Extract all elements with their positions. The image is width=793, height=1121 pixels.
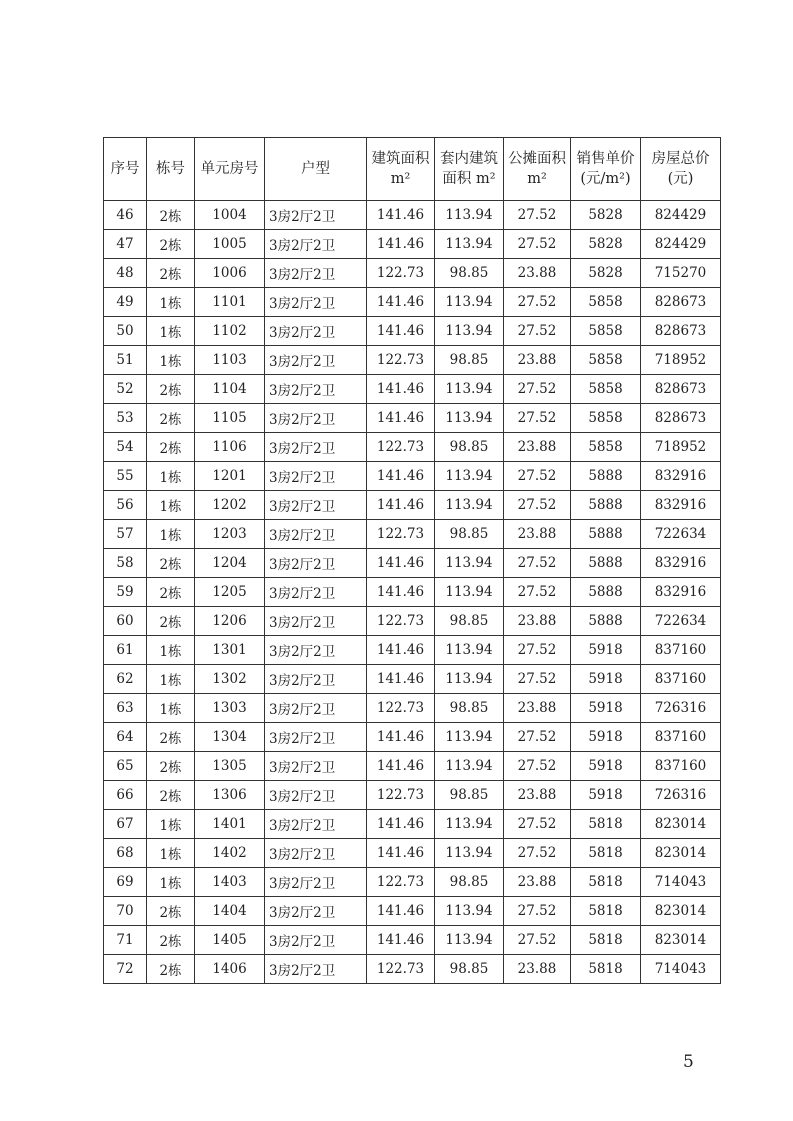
table-cell: 70 [104, 897, 147, 926]
table-cell: 27.52 [504, 462, 571, 491]
table-row [104, 955, 721, 984]
table-cell: 832916 [641, 491, 721, 520]
table-cell: 141.46 [367, 288, 435, 317]
table-row [104, 752, 721, 781]
table-cell: 5918 [571, 665, 641, 694]
table-cell: 59 [104, 578, 147, 607]
table-cell: 113.94 [435, 810, 504, 839]
table-cell: 3房2厅2卫 [265, 259, 367, 288]
table-cell: 5888 [571, 549, 641, 578]
table-cell: 27.52 [504, 549, 571, 578]
table-cell: 1303 [195, 694, 265, 723]
table-row [104, 839, 721, 868]
table-cell: 1401 [195, 810, 265, 839]
table-cell: 141.46 [367, 462, 435, 491]
table-cell: 54 [104, 433, 147, 462]
table-cell: 5888 [571, 520, 641, 549]
table-cell: 718952 [641, 433, 721, 462]
table-cell: 122.73 [367, 607, 435, 636]
table-cell: 113.94 [435, 404, 504, 433]
table-cell: 5818 [571, 810, 641, 839]
table-cell: 27.52 [504, 317, 571, 346]
table-cell: 3房2厅2卫 [265, 578, 367, 607]
table-row [104, 694, 721, 723]
table-cell: 726316 [641, 694, 721, 723]
table-cell: 722634 [641, 520, 721, 549]
table-cell: 2栋 [147, 955, 195, 984]
table-cell: 98.85 [435, 259, 504, 288]
table-cell: 832916 [641, 549, 721, 578]
table-row [104, 201, 721, 230]
table-cell: 5818 [571, 839, 641, 868]
table-cell: 113.94 [435, 201, 504, 230]
table-cell: 828673 [641, 375, 721, 404]
table-row [104, 868, 721, 897]
table-cell: 58 [104, 549, 147, 578]
table-cell: 2栋 [147, 433, 195, 462]
table-cell: 50 [104, 317, 147, 346]
table-cell: 113.94 [435, 839, 504, 868]
table-cell: 832916 [641, 578, 721, 607]
table-cell: 1204 [195, 549, 265, 578]
table-cell: 98.85 [435, 346, 504, 375]
table-cell: 27.52 [504, 926, 571, 955]
table-header-row [104, 138, 721, 201]
table-cell: 5888 [571, 578, 641, 607]
table-cell: 141.46 [367, 926, 435, 955]
table-cell: 3房2厅2卫 [265, 288, 367, 317]
table-cell: 122.73 [367, 520, 435, 549]
table-cell: 824429 [641, 230, 721, 259]
table-cell: 837160 [641, 636, 721, 665]
table-cell: 1栋 [147, 839, 195, 868]
table-cell: 141.46 [367, 578, 435, 607]
table-cell: 113.94 [435, 230, 504, 259]
table-cell: 122.73 [367, 955, 435, 984]
table-cell: 5818 [571, 868, 641, 897]
table-cell: 5818 [571, 926, 641, 955]
table-cell: 1302 [195, 665, 265, 694]
table-cell: 72 [104, 955, 147, 984]
table-cell: 5858 [571, 433, 641, 462]
table-cell: 5858 [571, 375, 641, 404]
table-cell: 98.85 [435, 607, 504, 636]
table-cell: 1403 [195, 868, 265, 897]
table-row [104, 897, 721, 926]
table-cell: 5818 [571, 897, 641, 926]
table-cell: 23.88 [504, 781, 571, 810]
table-cell: 5858 [571, 288, 641, 317]
table-cell: 141.46 [367, 491, 435, 520]
table-cell: 23.88 [504, 955, 571, 984]
table-cell: 141.46 [367, 665, 435, 694]
table-cell: 3房2厅2卫 [265, 781, 367, 810]
table-cell: 3房2厅2卫 [265, 868, 367, 897]
table-cell: 3房2厅2卫 [265, 636, 367, 665]
table-cell: 1106 [195, 433, 265, 462]
table-cell: 5918 [571, 694, 641, 723]
table-cell: 2栋 [147, 607, 195, 636]
table-cell: 1栋 [147, 288, 195, 317]
table-cell: 27.52 [504, 839, 571, 868]
table-cell: 113.94 [435, 288, 504, 317]
table-row [104, 317, 721, 346]
table-cell: 98.85 [435, 868, 504, 897]
table-cell: 1栋 [147, 462, 195, 491]
table-cell: 1栋 [147, 491, 195, 520]
table-cell: 27.52 [504, 201, 571, 230]
table-cell: 141.46 [367, 897, 435, 926]
table-cell: 3房2厅2卫 [265, 491, 367, 520]
table-cell: 2栋 [147, 926, 195, 955]
table-cell: 98.85 [435, 781, 504, 810]
column-header-line: 单元房号 [200, 161, 259, 177]
column-header-line: 户型 [301, 161, 330, 177]
table-cell: 1栋 [147, 520, 195, 549]
table-cell: 1404 [195, 897, 265, 926]
table-cell: 1栋 [147, 694, 195, 723]
table-row [104, 491, 721, 520]
table-cell: 113.94 [435, 897, 504, 926]
table-cell: 113.94 [435, 665, 504, 694]
table-cell: 1406 [195, 955, 265, 984]
table-row [104, 636, 721, 665]
table-cell: 3房2厅2卫 [265, 317, 367, 346]
column-header [504, 138, 571, 201]
table-cell: 141.46 [367, 375, 435, 404]
table-cell: 823014 [641, 926, 721, 955]
column-header-line: 栋号 [156, 161, 185, 177]
table-cell: 98.85 [435, 520, 504, 549]
column-header-line: 销售单价 [576, 151, 635, 167]
table-cell: 113.94 [435, 317, 504, 346]
table-cell: 113.94 [435, 636, 504, 665]
table-cell: 1306 [195, 781, 265, 810]
table-cell: 5858 [571, 317, 641, 346]
table-cell: 3房2厅2卫 [265, 462, 367, 491]
table-cell: 62 [104, 665, 147, 694]
table-row [104, 549, 721, 578]
table-cell: 3房2厅2卫 [265, 549, 367, 578]
table-cell: 113.94 [435, 491, 504, 520]
table-cell: 5918 [571, 752, 641, 781]
table-cell: 1栋 [147, 868, 195, 897]
column-header-line: 建筑面积 [371, 151, 430, 167]
table-row [104, 259, 721, 288]
table-cell: 1305 [195, 752, 265, 781]
table-cell: 122.73 [367, 868, 435, 897]
column-header-line: 序号 [110, 161, 140, 177]
table-cell: 2栋 [147, 781, 195, 810]
table-cell: 141.46 [367, 230, 435, 259]
table-cell: 1203 [195, 520, 265, 549]
table-cell: 113.94 [435, 723, 504, 752]
table-cell: 141.46 [367, 810, 435, 839]
table-row [104, 926, 721, 955]
table-cell: 1006 [195, 259, 265, 288]
column-header-line: 房屋总价 [651, 151, 710, 167]
table-cell: 3房2厅2卫 [265, 520, 367, 549]
table-cell: 5828 [571, 259, 641, 288]
table-cell: 23.88 [504, 607, 571, 636]
table-cell: 48 [104, 259, 147, 288]
table-row [104, 404, 721, 433]
table-cell: 837160 [641, 752, 721, 781]
table-cell: 3房2厅2卫 [265, 926, 367, 955]
table-cell: 23.88 [504, 520, 571, 549]
table-cell: 3房2厅2卫 [265, 230, 367, 259]
table-cell: 837160 [641, 665, 721, 694]
table-cell: 3房2厅2卫 [265, 665, 367, 694]
table-cell: 113.94 [435, 549, 504, 578]
table-cell: 69 [104, 868, 147, 897]
column-header-line: (元/m²) [580, 171, 631, 187]
table-cell: 141.46 [367, 723, 435, 752]
column-header [571, 138, 641, 201]
table-row [104, 346, 721, 375]
table-cell: 714043 [641, 868, 721, 897]
housing-price-table [103, 137, 721, 984]
column-header [641, 138, 721, 201]
table-cell: 67 [104, 810, 147, 839]
table-cell: 722634 [641, 607, 721, 636]
table-cell: 1栋 [147, 810, 195, 839]
table-cell: 27.52 [504, 230, 571, 259]
table-cell: 141.46 [367, 317, 435, 346]
table-cell: 1101 [195, 288, 265, 317]
table-cell: 122.73 [367, 433, 435, 462]
column-header [265, 138, 367, 201]
table-cell: 53 [104, 404, 147, 433]
table-cell: 2栋 [147, 723, 195, 752]
column-header-line: m² [527, 171, 547, 187]
table-cell: 27.52 [504, 491, 571, 520]
table-row [104, 665, 721, 694]
table-cell: 1201 [195, 462, 265, 491]
table-cell: 27.52 [504, 810, 571, 839]
table-cell: 718952 [641, 346, 721, 375]
table-cell: 27.52 [504, 752, 571, 781]
table-cell: 1405 [195, 926, 265, 955]
table-row [104, 578, 721, 607]
table-cell: 113.94 [435, 752, 504, 781]
table-cell: 1栋 [147, 317, 195, 346]
table-cell: 1103 [195, 346, 265, 375]
table-cell: 122.73 [367, 346, 435, 375]
table-cell: 1栋 [147, 665, 195, 694]
table-cell: 3房2厅2卫 [265, 839, 367, 868]
table-cell: 98.85 [435, 694, 504, 723]
table-cell: 27.52 [504, 578, 571, 607]
table-cell: 113.94 [435, 462, 504, 491]
table-cell: 3房2厅2卫 [265, 955, 367, 984]
table-cell: 27.52 [504, 636, 571, 665]
table-cell: 3房2厅2卫 [265, 607, 367, 636]
table-cell: 2栋 [147, 375, 195, 404]
table-cell: 1301 [195, 636, 265, 665]
table-cell: 824429 [641, 201, 721, 230]
table-cell: 5858 [571, 346, 641, 375]
table-cell: 27.52 [504, 288, 571, 317]
table-cell: 56 [104, 491, 147, 520]
table-cell: 23.88 [504, 868, 571, 897]
table-cell: 823014 [641, 810, 721, 839]
table-cell: 2栋 [147, 201, 195, 230]
table-cell: 828673 [641, 317, 721, 346]
table-cell: 837160 [641, 723, 721, 752]
table-cell: 5828 [571, 230, 641, 259]
table-row [104, 607, 721, 636]
table-cell: 1205 [195, 578, 265, 607]
table-cell: 27.52 [504, 723, 571, 752]
table-cell: 122.73 [367, 781, 435, 810]
table-cell: 65 [104, 752, 147, 781]
column-header [147, 138, 195, 201]
table-cell: 1304 [195, 723, 265, 752]
table-cell: 5888 [571, 462, 641, 491]
table-cell: 5918 [571, 781, 641, 810]
table-cell: 5888 [571, 491, 641, 520]
table-cell: 55 [104, 462, 147, 491]
table-cell: 823014 [641, 839, 721, 868]
column-header [195, 138, 265, 201]
table-cell: 98.85 [435, 433, 504, 462]
table-cell: 61 [104, 636, 147, 665]
table-cell: 141.46 [367, 201, 435, 230]
table-cell: 141.46 [367, 404, 435, 433]
table-cell: 5818 [571, 955, 641, 984]
table-cell: 47 [104, 230, 147, 259]
table-cell: 141.46 [367, 636, 435, 665]
table-row [104, 520, 721, 549]
table-row [104, 375, 721, 404]
table-cell: 113.94 [435, 926, 504, 955]
table-cell: 828673 [641, 404, 721, 433]
table-cell: 5858 [571, 404, 641, 433]
table-cell: 714043 [641, 955, 721, 984]
table-cell: 3房2厅2卫 [265, 897, 367, 926]
table-cell: 1402 [195, 839, 265, 868]
table-row [104, 723, 721, 752]
table-cell: 3房2厅2卫 [265, 375, 367, 404]
column-header-line: (元) [667, 171, 694, 187]
table-cell: 5918 [571, 723, 641, 752]
table-row [104, 462, 721, 491]
table-row [104, 230, 721, 259]
table-cell: 3房2厅2卫 [265, 694, 367, 723]
table-cell: 122.73 [367, 259, 435, 288]
table-cell: 828673 [641, 288, 721, 317]
table-cell: 823014 [641, 897, 721, 926]
table-cell: 715270 [641, 259, 721, 288]
table-cell: 1102 [195, 317, 265, 346]
table-cell: 27.52 [504, 375, 571, 404]
column-header [367, 138, 435, 201]
table-cell: 141.46 [367, 839, 435, 868]
table-cell: 1栋 [147, 346, 195, 375]
table-cell: 27.52 [504, 404, 571, 433]
table-cell: 1206 [195, 607, 265, 636]
table-cell: 113.94 [435, 375, 504, 404]
column-header [435, 138, 504, 201]
table-cell: 141.46 [367, 752, 435, 781]
table-cell: 27.52 [504, 897, 571, 926]
table-cell: 2栋 [147, 230, 195, 259]
table-cell: 3房2厅2卫 [265, 346, 367, 375]
column-header-line: 套内建筑 [440, 151, 498, 167]
table-cell: 23.88 [504, 433, 571, 462]
column-header-line: 面积 m² [442, 171, 496, 187]
table-cell: 51 [104, 346, 147, 375]
table-cell: 3房2厅2卫 [265, 201, 367, 230]
table-cell: 1栋 [147, 636, 195, 665]
table-cell: 71 [104, 926, 147, 955]
table-cell: 1104 [195, 375, 265, 404]
table-row [104, 781, 721, 810]
column-header [104, 138, 147, 201]
table-row [104, 288, 721, 317]
table-cell: 1105 [195, 404, 265, 433]
table-cell: 68 [104, 839, 147, 868]
table-cell: 5888 [571, 607, 641, 636]
table-cell: 1004 [195, 201, 265, 230]
table-cell: 27.52 [504, 665, 571, 694]
table-row [104, 810, 721, 839]
table-cell: 64 [104, 723, 147, 752]
table-cell: 3房2厅2卫 [265, 723, 367, 752]
table-cell: 23.88 [504, 694, 571, 723]
table-cell: 46 [104, 201, 147, 230]
table-cell: 122.73 [367, 694, 435, 723]
table-cell: 5918 [571, 636, 641, 665]
table-cell: 113.94 [435, 578, 504, 607]
table-cell: 98.85 [435, 955, 504, 984]
table-cell: 1202 [195, 491, 265, 520]
table-cell: 60 [104, 607, 147, 636]
table-cell: 49 [104, 288, 147, 317]
table-cell: 3房2厅2卫 [265, 433, 367, 462]
table-cell: 3房2厅2卫 [265, 810, 367, 839]
table-cell: 57 [104, 520, 147, 549]
table-cell: 726316 [641, 781, 721, 810]
table-cell: 66 [104, 781, 147, 810]
table-cell: 52 [104, 375, 147, 404]
table-cell: 2栋 [147, 752, 195, 781]
table-cell: 141.46 [367, 549, 435, 578]
table-cell: 832916 [641, 462, 721, 491]
table-cell: 1005 [195, 230, 265, 259]
table-row [104, 433, 721, 462]
table-cell: 2栋 [147, 578, 195, 607]
table-cell: 23.88 [504, 259, 571, 288]
page-number: 5 [683, 1052, 694, 1072]
column-header-line: 公摊面积 [508, 151, 566, 167]
column-header-line: m² [390, 171, 411, 187]
table-cell: 3房2厅2卫 [265, 752, 367, 781]
table-cell: 63 [104, 694, 147, 723]
table-cell: 5828 [571, 201, 641, 230]
table-cell: 3房2厅2卫 [265, 404, 367, 433]
table-cell: 2栋 [147, 549, 195, 578]
table-cell: 23.88 [504, 346, 571, 375]
table-cell: 2栋 [147, 259, 195, 288]
table-cell: 2栋 [147, 404, 195, 433]
table-cell: 2栋 [147, 897, 195, 926]
